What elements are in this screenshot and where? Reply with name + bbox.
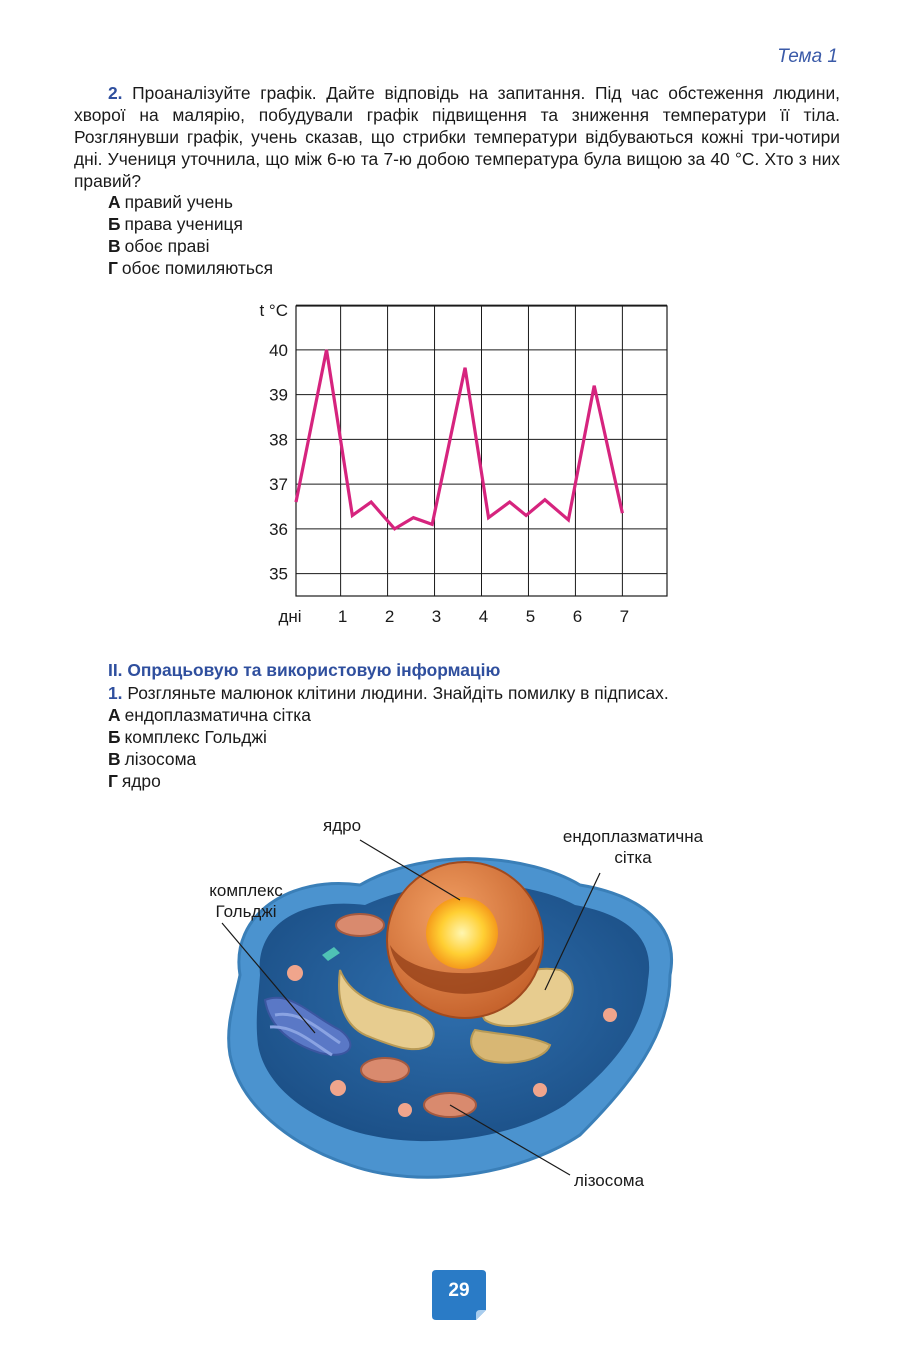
x-tick-label: 2 bbox=[384, 607, 395, 626]
lysosome bbox=[603, 1008, 617, 1022]
y-tick-label: 36 bbox=[269, 519, 288, 539]
page-number-badge bbox=[432, 1270, 486, 1320]
y-tick-label: 37 bbox=[269, 475, 288, 495]
section-title: II. Опрацьовую та використовую інформацію bbox=[108, 660, 501, 680]
mitochondrion bbox=[336, 914, 384, 936]
task2-text: Проаналізуйте графік. Дайте відповідь на запитання. Під час обстеження людини, хворої на малярію, побудували графік підвищення та зниження температури її тіла. Розглянувши графік, учень сказав, що стрибки температури відбуваються кожні три-чотири дні. Учениця уточнила, що між 6-ю та 7-ю добою температура була вищою за 40 °С. Хто з них правий? bbox=[74, 83, 840, 191]
lysosome bbox=[398, 1103, 412, 1117]
option-text: ендоплазматична сітка bbox=[124, 705, 311, 725]
mitochondrion bbox=[361, 1058, 409, 1082]
topic-header: Тема 1 bbox=[777, 46, 838, 67]
lysosome bbox=[330, 1080, 346, 1096]
label-golgi bbox=[196, 880, 296, 922]
y-tick-label: 35 bbox=[269, 564, 288, 584]
option-g[interactable] bbox=[108, 257, 273, 279]
task1-text: Розгляньте малюнок клітини людини. Знайдіть помилку в підписах. bbox=[127, 683, 669, 703]
task2-question bbox=[74, 82, 840, 192]
option-letter: В bbox=[108, 749, 121, 769]
chart-y-label: t °С bbox=[259, 301, 288, 320]
option-v[interactable] bbox=[108, 748, 311, 770]
option-letter: Б bbox=[108, 214, 121, 234]
option-letter: В bbox=[108, 236, 121, 256]
option-a[interactable] bbox=[108, 191, 273, 213]
option-letter: Г bbox=[108, 258, 118, 278]
x-tick-label: 4 bbox=[478, 607, 489, 626]
label-er-line2: сітка bbox=[614, 848, 652, 867]
option-text: лізосома bbox=[124, 749, 197, 769]
lysosome bbox=[533, 1083, 547, 1097]
y-tick-label: 40 bbox=[269, 340, 288, 360]
label-golgi-line1: комплекс bbox=[209, 881, 283, 900]
chart-grid bbox=[296, 305, 667, 596]
label-golgi-line2: Гольджі bbox=[215, 902, 277, 921]
option-letter: А bbox=[108, 705, 121, 725]
option-b[interactable] bbox=[108, 213, 273, 235]
task1-question bbox=[108, 682, 669, 704]
option-b[interactable] bbox=[108, 726, 311, 748]
x-tick-label: 6 bbox=[572, 607, 583, 626]
task2-options bbox=[108, 191, 273, 279]
task2-number: 2. bbox=[108, 83, 123, 103]
x-tick-label: 5 bbox=[525, 607, 536, 626]
task1-number: 1. bbox=[108, 683, 123, 703]
label-lysosome: лізосома bbox=[574, 1171, 645, 1190]
option-text: обоє помиляються bbox=[121, 258, 273, 278]
option-letter: Г bbox=[108, 771, 118, 791]
option-letter: Б bbox=[108, 727, 121, 747]
x-tick-label: 3 bbox=[431, 607, 442, 626]
label-endoplasmic-reticulum bbox=[548, 826, 718, 868]
chart-y-ticks bbox=[269, 341, 288, 584]
label-er-line1: ендоплазматична bbox=[562, 827, 704, 846]
y-tick-label: 39 bbox=[269, 385, 288, 405]
option-text: комплекс Гольджі bbox=[124, 727, 267, 747]
lysosome bbox=[287, 965, 303, 981]
temperature-chart bbox=[240, 296, 680, 636]
x-tick-label: 1 bbox=[337, 607, 348, 626]
option-text: обоє праві bbox=[124, 236, 210, 256]
option-letter: А bbox=[108, 192, 121, 212]
option-text: правий учень bbox=[124, 192, 233, 212]
option-g[interactable] bbox=[108, 770, 311, 792]
option-a[interactable] bbox=[108, 704, 311, 726]
nucleus bbox=[387, 862, 543, 1018]
option-text: ядро bbox=[121, 771, 161, 791]
task1-options bbox=[108, 704, 311, 792]
y-tick-label: 38 bbox=[269, 430, 288, 450]
x-tick-label: 7 bbox=[619, 607, 630, 626]
chart-x-ticks bbox=[338, 607, 629, 626]
option-v[interactable] bbox=[108, 235, 273, 257]
page-number: 29 bbox=[448, 1280, 470, 1301]
label-nucleus: ядро bbox=[323, 816, 362, 835]
option-text: права учениця bbox=[124, 214, 243, 234]
chart-x-label: дні bbox=[278, 607, 302, 626]
